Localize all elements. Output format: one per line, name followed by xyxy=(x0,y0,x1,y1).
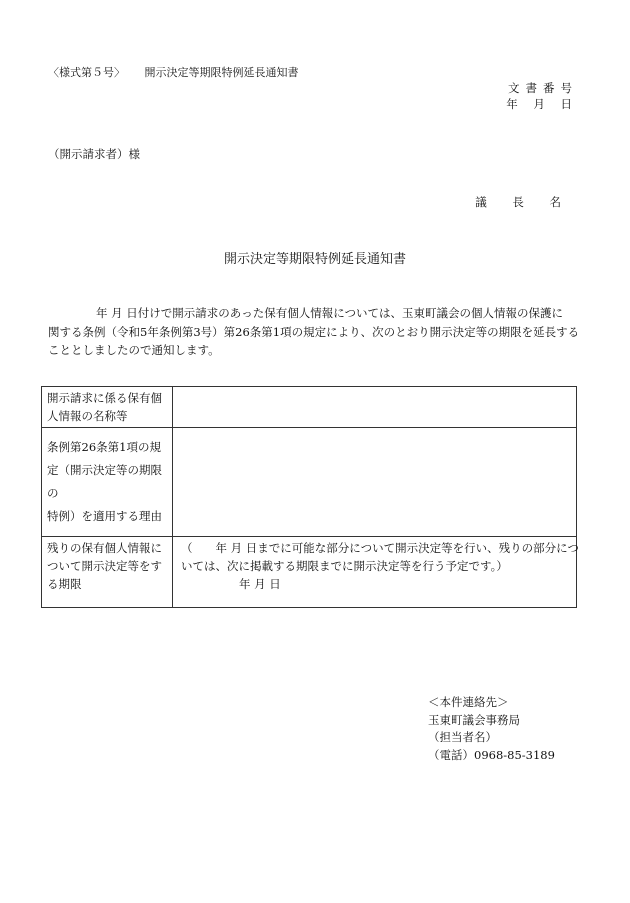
contact-person: （担当者名） xyxy=(428,730,497,744)
label-line: 残りの保有個人情報に xyxy=(47,541,162,555)
table-label-cell xyxy=(42,537,173,608)
document-number-label: 文書番号 xyxy=(508,81,578,95)
table-label-cell xyxy=(42,387,173,428)
deadline-text-line: いては、次に掲載する期限までに開示決定等を行う予定です。） xyxy=(181,559,508,573)
notice-body-line: こととしましたので通知します。 xyxy=(48,343,220,357)
form-number: 〈様式第５号〉 xyxy=(48,66,125,79)
form-title: 開示決定等期限特例延長通知書 xyxy=(144,66,299,79)
contact-heading: ＜本件連絡先＞ xyxy=(428,695,509,709)
label-line: 開示請求に係る保有個 xyxy=(47,391,162,405)
table-label-cell xyxy=(42,428,173,537)
label-line: 特例）を適用する理由 xyxy=(47,509,162,523)
recipient-line: （開示請求者）様 xyxy=(48,147,140,161)
table-value-cell[interactable] xyxy=(173,537,577,608)
contact-office: 玉東町議会事務局 xyxy=(428,712,520,727)
table-value-cell[interactable] xyxy=(173,387,577,428)
notice-body xyxy=(48,304,588,360)
table-value-cell[interactable] xyxy=(173,428,577,537)
label-line: ついて開示決定等をす xyxy=(47,559,162,573)
label-line: 条例第26条第1項の規 xyxy=(47,440,161,454)
contact-phone: （電話）0968-85-3189 xyxy=(428,747,555,762)
deadline-text-line: （ 年 月 日までに可能な部分について開示決定等を行い、残りの部分につ xyxy=(181,541,579,555)
info-table xyxy=(41,386,577,608)
form-header xyxy=(48,64,299,80)
chairman-name-line: 議 長 名 xyxy=(475,195,572,209)
contact-block xyxy=(428,694,555,764)
table-row xyxy=(42,428,577,537)
notice-body-line: 関する条例（令和5年条例第3号）第26条第1項の規定により、次のとおり開示決定等の期限を延長する xyxy=(48,324,580,339)
document-title: 開示決定等期限特例延長通知書 xyxy=(223,252,406,267)
table-row xyxy=(42,387,577,428)
table-row xyxy=(42,537,577,608)
label-line: 人情報の名称等 xyxy=(47,409,128,423)
notice-body-line: 年 月 日付けで開示請求のあった保有個人情報については、玉東町議会の個人情報の保護に xyxy=(96,306,563,320)
label-line: る期限 xyxy=(47,577,82,591)
document-date-label: 年 月 日 xyxy=(506,97,578,111)
label-line: 定（開示決定等の期限の xyxy=(47,463,162,500)
deadline-date-line: 年 月 日 xyxy=(239,577,281,591)
